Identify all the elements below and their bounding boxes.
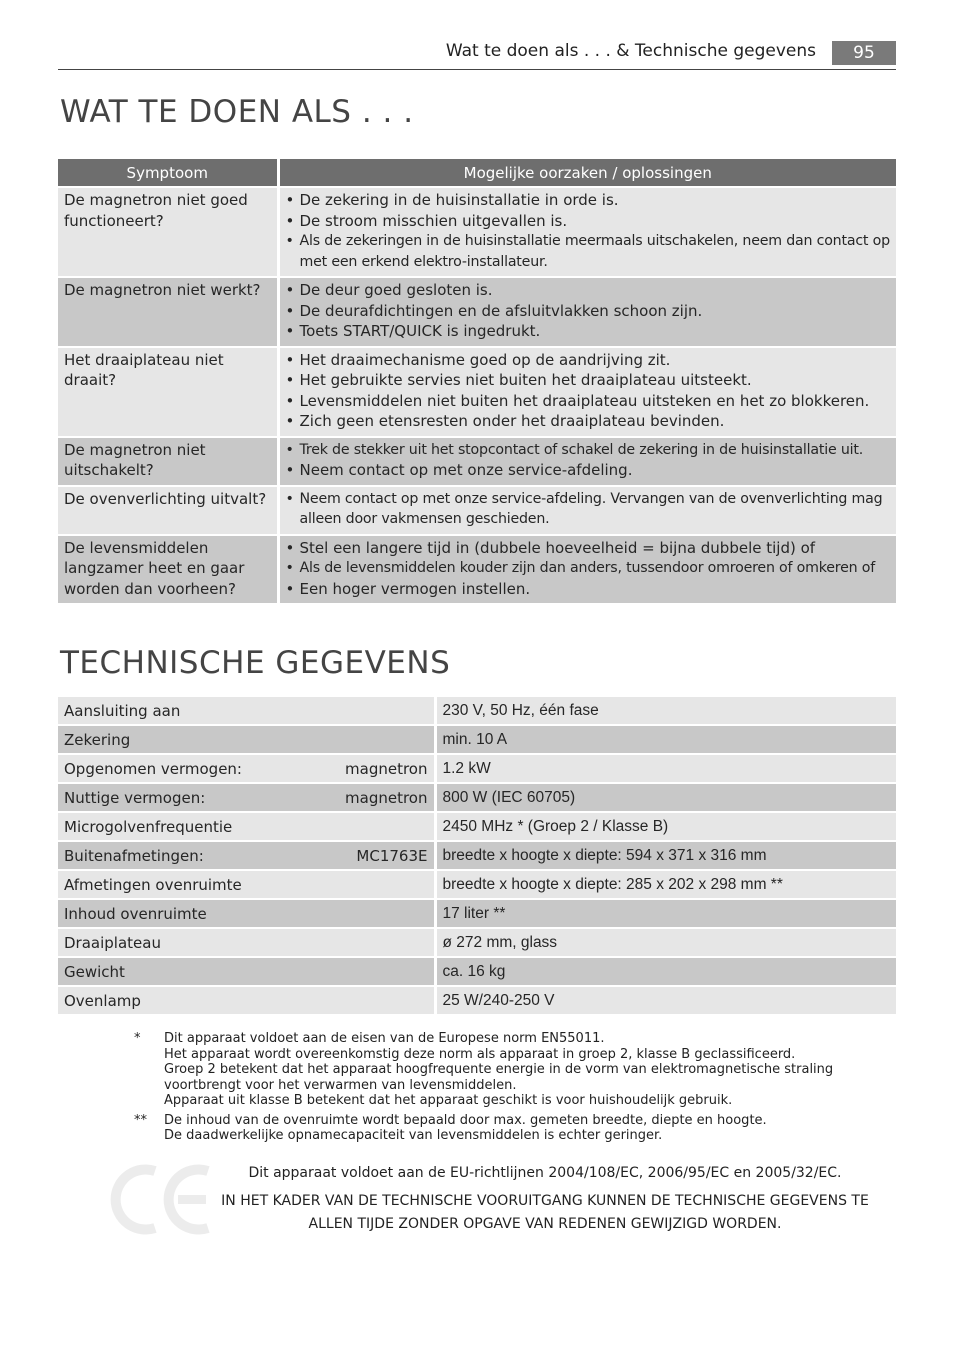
spec-label-cell <box>58 870 435 899</box>
spec-row <box>58 725 896 754</box>
footnote-mark: * <box>134 1031 141 1046</box>
table-row <box>58 535 896 604</box>
solution-item: • De deurafdichtingen en de afsluitvlakken schoon zijn. <box>286 301 891 322</box>
spec-label: Gewicht <box>64 962 125 981</box>
solutions-cell <box>278 437 896 486</box>
spec-row <box>58 754 896 783</box>
spec-row <box>58 812 896 841</box>
spec-row <box>58 957 896 986</box>
troubleshooting-table <box>58 159 896 603</box>
spec-value: 2450 MHz * (Groep 2 / Klasse B) <box>435 812 896 841</box>
spec-row <box>58 986 896 1014</box>
spec-label-cell <box>58 725 435 754</box>
solution-item: • Een hoger vermogen instellen. <box>286 579 891 600</box>
spec-label: Aansluiting aan <box>64 701 181 720</box>
page-header <box>58 38 896 70</box>
spec-row <box>58 928 896 957</box>
solutions-cell <box>278 535 896 604</box>
symptom-cell: De magnetron niet goed functioneert? <box>58 187 278 277</box>
spec-label-cell <box>58 841 435 870</box>
spec-label-cell <box>58 754 435 783</box>
spec-value: ø 272 mm, glass <box>435 928 896 957</box>
solution-item: • Het draaimechanisme goed op de aandrijving zit. <box>286 350 891 371</box>
solution-item: • Trek de stekker uit het stopcontact of schakel de zekering in de huisinstallatie uit. <box>286 440 891 461</box>
solution-item: • Neem contact op met onze service-afdeling. <box>286 460 891 481</box>
footnotes <box>130 1031 890 1148</box>
spec-row <box>58 870 896 899</box>
footnote-line: Apparaat uit klasse B betekent dat het apparaat geschikt is voor huishoudelijk gebruik. <box>164 1093 733 1108</box>
column-header-symptom: Symptoom <box>58 159 278 187</box>
spec-value: breedte x hoogte x diepte: 285 x 202 x 298 mm ** <box>435 870 896 899</box>
spec-label-cell <box>58 697 435 725</box>
spec-label-cell <box>58 783 435 812</box>
symptom-cell: De magnetron niet werkt? <box>58 277 278 347</box>
solution-item: • Als de zekeringen in de huisinstallatie meermaals uitschakelen, neem dan contact op met een erkend elektro-installateur. <box>286 231 891 272</box>
footnote <box>130 1031 890 1109</box>
trouble-heading: WAT TE DOEN ALS . . . <box>60 94 414 130</box>
spec-label-cell <box>58 899 435 928</box>
spec-label: Opgenomen vermogen: <box>64 759 242 778</box>
solution-item: • Als de levensmiddelen kouder zijn dan anders, tussendoor omroeren of omkeren of <box>286 558 891 579</box>
spec-label-cell <box>58 957 435 986</box>
solution-item: • De stroom misschien uitgevallen is. <box>286 211 891 232</box>
spec-row <box>58 841 896 870</box>
footnote-line: De daadwerkelijke opnamecapaciteit van levensmiddelen is echter geringer. <box>164 1128 663 1143</box>
footnote <box>130 1113 890 1144</box>
spec-label: Nuttige vermogen: <box>64 788 206 807</box>
header-title: Wat te doen als . . . & Technische gegevens <box>445 41 816 61</box>
solution-item: • Neem contact op met onze service-afdeling. Vervangen van de ovenverlichting mag alleen door vakmensen geschieden. <box>286 489 891 530</box>
spec-label: Microgolvenfrequentie <box>64 817 233 836</box>
spec-label: Ovenlamp <box>64 991 141 1010</box>
spec-row <box>58 899 896 928</box>
footnote-mark: ** <box>134 1112 147 1128</box>
solution-item: • De zekering in de huisinstallatie in orde is. <box>286 190 891 211</box>
ce-mark-icon <box>110 1162 215 1237</box>
table-row <box>58 277 896 347</box>
spec-qualifier: MC1763E <box>356 846 428 865</box>
solution-item: • De deur goed gesloten is. <box>286 280 891 301</box>
solutions-cell <box>278 347 896 437</box>
footnote-line: Groep 2 betekent dat het apparaat hoogfrequente energie in de vorm van elektromagnetische straling voortbrengt voor het verwarmen van levensmiddelen. <box>164 1062 834 1093</box>
disclaimer-line-2: ALLEN TIJDE ZONDER OPGAVE VAN REDENEN GEWIJZIGD WORDEN. <box>308 1216 782 1232</box>
solutions-cell <box>278 486 896 535</box>
spec-qualifier: magnetron <box>345 788 428 807</box>
spec-label: Afmetingen ovenruimte <box>64 875 242 894</box>
footnote-line: Dit apparaat voldoet aan de eisen van de Europese norm EN55011. <box>164 1031 605 1046</box>
solution-item: • Het gebruikte servies niet buiten het draaiplateau uitsteekt. <box>286 370 891 391</box>
spec-label: Buitenafmetingen: <box>64 846 204 865</box>
specs-table <box>58 697 896 1014</box>
symptom-cell: De levensmiddelen langzamer heet en gaar worden dan voorheen? <box>58 535 278 604</box>
solution-item: • Toets START/QUICK is ingedrukt. <box>286 321 891 342</box>
spec-row <box>58 783 896 812</box>
spec-label: Draaiplateau <box>64 933 161 952</box>
footnote-line: Het apparaat wordt overeenkomstig deze norm als apparaat in groep 2, klasse B geclassificeerd. <box>164 1046 796 1062</box>
solutions-cell <box>278 277 896 347</box>
spec-value: 25 W/240-250 V <box>435 986 896 1014</box>
table-row <box>58 187 896 277</box>
spec-value: ca. 16 kg <box>435 957 896 986</box>
solution-item: • Zich geen etensresten onder het draaiplateau bevinden. <box>286 411 891 432</box>
table-row <box>58 347 896 437</box>
spec-qualifier: magnetron <box>345 759 428 778</box>
solution-item: • Stel een langere tijd in (dubbele hoeveelheid = bijna dubbele tijd) of <box>286 538 891 559</box>
symptom-cell: De ovenverlichting uitvalt? <box>58 486 278 535</box>
spec-label: Inhoud ovenruimte <box>64 904 207 923</box>
spec-label-cell <box>58 928 435 957</box>
symptom-cell: Het draaiplateau niet draait? <box>58 347 278 437</box>
solutions-cell <box>278 187 896 277</box>
table-row <box>58 486 896 535</box>
spec-label: Zekering <box>64 730 131 749</box>
symptom-cell: De magnetron niet uitschakelt? <box>58 437 278 486</box>
spec-row <box>58 697 896 725</box>
table-row <box>58 437 896 486</box>
spec-value: 17 liter ** <box>435 899 896 928</box>
solution-item: • Levensmiddelen niet buiten het draaiplateau uitsteken en het zo blokkeren. <box>286 391 891 412</box>
disclaimer-line-1: IN HET KADER VAN DE TECHNISCHE VOORUITGANG KUNNEN DE TECHNISCHE GEGEVENS TE <box>221 1193 869 1209</box>
spec-label-cell <box>58 812 435 841</box>
compliance-text: Dit apparaat voldoet aan de EU-richtlijnen 2004/108/EC, 2006/95/EC en 2005/32/EC. <box>248 1165 842 1181</box>
column-header-solutions: Mogelijke oorzaken / oplossingen <box>278 159 896 187</box>
spec-value: min. 10 A <box>435 725 896 754</box>
spec-value: breedte x hoogte x diepte: 594 x 371 x 316 mm <box>435 841 896 870</box>
page-number: 95 <box>832 41 896 65</box>
spec-label-cell <box>58 986 435 1014</box>
spec-value: 800 W (IEC 60705) <box>435 783 896 812</box>
spec-value: 230 V, 50 Hz, één fase <box>435 697 896 725</box>
footnote-line: De inhoud van de ovenruimte wordt bepaald door max. gemeten breedte, diepte en hoogte. <box>164 1112 767 1128</box>
specs-heading: TECHNISCHE GEGEVENS <box>60 645 451 681</box>
spec-value: 1.2 kW <box>435 754 896 783</box>
